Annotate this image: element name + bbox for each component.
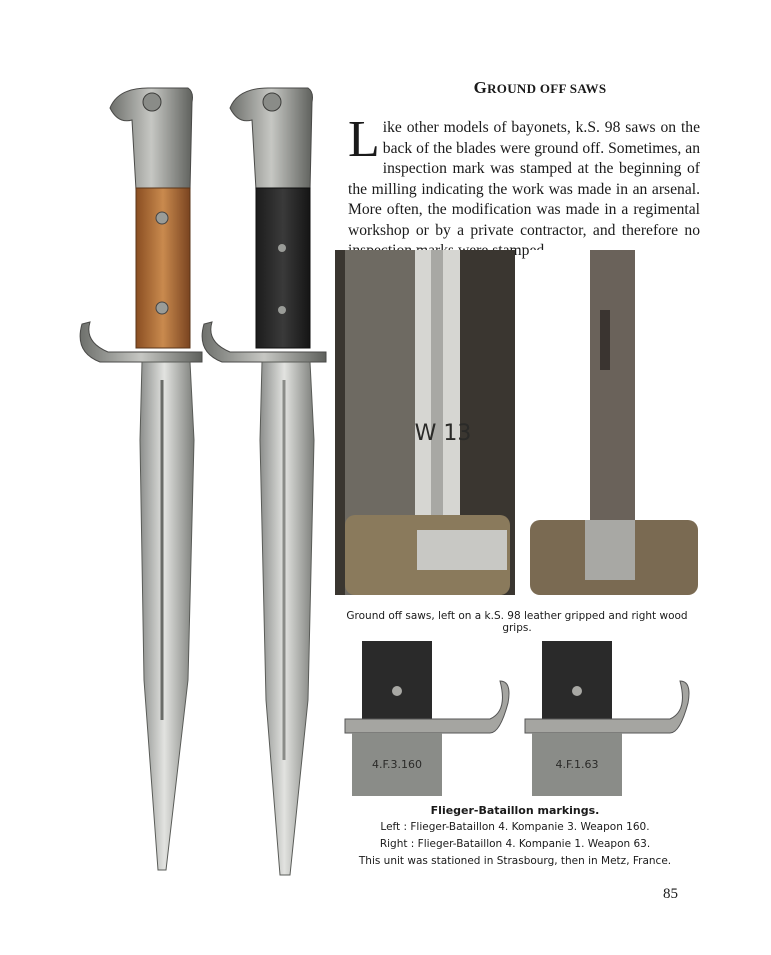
ground-saw-detail-image — [335, 250, 515, 595]
flieger-marking-image — [340, 641, 518, 796]
blade-mark-text: W 13 — [414, 421, 472, 446]
bayonets-photo — [70, 80, 340, 880]
flieger-caption-line: Left : Flieger-Bataillon 4. Kompanie 3. Weapon 160. — [380, 821, 650, 833]
flieger-caption-title: Flieger-Bataillon markings. — [430, 804, 600, 817]
drop-cap: L — [348, 111, 380, 168]
flieger-caption — [330, 802, 700, 870]
saws-caption: Ground off saws, left on a k.S. 98 leather gripped and right wood grips. — [346, 610, 688, 634]
ground-saw-detail-image — [530, 250, 698, 595]
flieger-marking-image — [520, 641, 698, 796]
section-heading: GROUND OFF SAWS — [473, 78, 607, 97]
flieger-caption-line: Right : Flieger-Bataillon 4. Kompanie 1. Weapon 63. — [379, 838, 651, 850]
unit-mark-left: 4.F.3.160 — [371, 758, 423, 771]
flieger-caption-line: This unit was stationed in Strasbourg, then in Metz, France. — [358, 855, 672, 867]
body-paragraph: Like other models of bayonets, k.S. 98 saws on the back of the blades were ground off. Sometimes, an inspection mark was stamped at the beginning of the milling indicating the work was made in an arsenal. More often, the modification was made in a regimental workshop or by a private contractor, and therefore no stamped. — [348, 111, 700, 259]
unit-mark-right: 4.F.1.63 — [555, 758, 599, 771]
page-number: 85 — [663, 886, 678, 902]
bayonet-wood-grip-image — [80, 88, 202, 870]
bayonet-leather-grip-image — [202, 88, 326, 875]
